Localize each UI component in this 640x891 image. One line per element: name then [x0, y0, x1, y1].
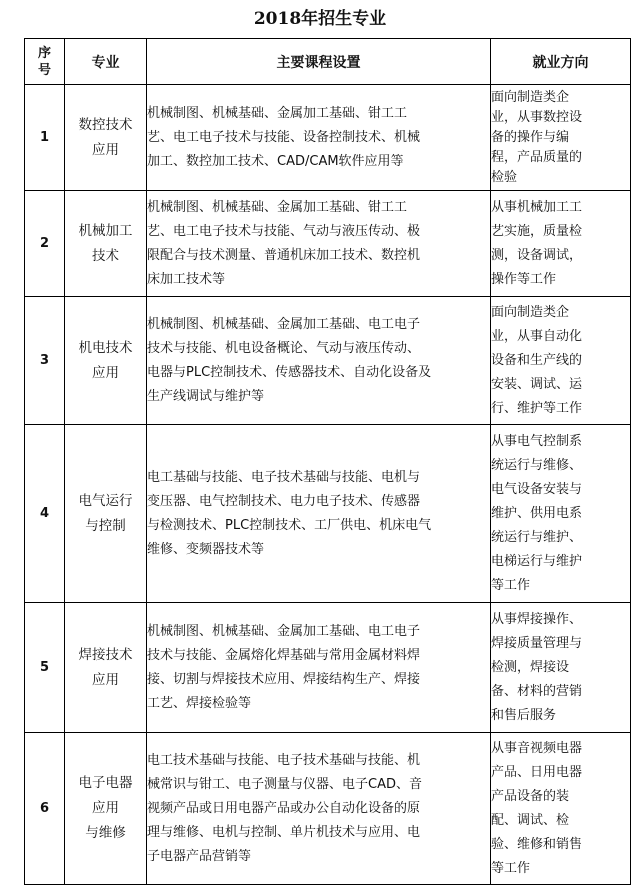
row-major: 数控技术 应用: [65, 85, 147, 191]
row-major: 电子电器 应用 与维修: [65, 733, 147, 885]
row-major: 机械加工 技术: [65, 191, 147, 297]
row-seq: 2: [25, 191, 65, 297]
majors-table: [24, 38, 631, 885]
row-career: 从事音视频电器 产品、日用电器 产品设备的装 配、调试、检 验、维修和销售 等工作: [491, 733, 631, 885]
row-major: 电气运行 与控制: [65, 425, 147, 603]
row-seq: 4: [25, 425, 65, 603]
table-row: [25, 733, 631, 885]
header-row: [25, 39, 631, 85]
table-row: [25, 85, 631, 191]
table-row: [25, 191, 631, 297]
header-seq: 序 号: [25, 39, 65, 85]
header-courses: 主要课程设置: [147, 39, 491, 85]
header-career: 就业方向: [491, 39, 631, 85]
table-row: [25, 425, 631, 603]
row-courses: 电工基础与技能、电子技术基础与技能、电机与 变压器、电气控制技术、电力电子技术、传感器 与检测技术、PLC控制技术、工厂供电、机床电气 维修、变频器技术等: [147, 425, 491, 603]
row-courses: 电工技术基础与技能、电子技术基础与技能、机 械常识与钳工、电子测量与仪器、电子CAD、音 视频产品或日用电器产品或办公自动化设备的原 理与维修、电机与控制、单片机技术与应用、电 子电器产品营销等: [147, 733, 491, 885]
table-row: [25, 603, 631, 733]
row-career: 从事焊接操作、 焊接质量管理与 检测，焊接设 备、材料的营销 和售后服务: [491, 603, 631, 733]
row-seq: 6: [25, 733, 65, 885]
row-seq: 5: [25, 603, 65, 733]
row-courses: 机械制图、机械基础、金属加工基础、钳工工 艺、电工电子技术与技能、气动与液压传动、极 限配合与技术测量、普通机床加工技术、数控机 床加工技术等: [147, 191, 491, 297]
row-seq: 1: [25, 85, 65, 191]
page-title: 2018年招生专业: [253, 9, 387, 29]
row-courses: 机械制图、机械基础、金属加工基础、电工电子 技术与技能、金属熔化焊基础与常用金属材料焊 接、切割与焊接技术应用、焊接结构生产、焊接 工艺、焊接检验等: [147, 603, 491, 733]
row-career: 从事电气控制系 统运行与维修、 电气设备安装与 维护、供用电系 统运行与维护、 电梯运行与维护 等工作: [491, 425, 631, 603]
header-major: 专业: [65, 39, 147, 85]
row-courses: 机械制图、机械基础、金属加工基础、电工电子 技术与技能、机电设备概论、气动与液压传动、 电器与PLC控制技术、传感器技术、自动化设备及 生产线调试与维护等: [147, 297, 491, 425]
row-courses: 机械制图、机械基础、金属加工基础、钳工工 艺、电工电子技术与技能、设备控制技术、机械 加工、数控加工技术、CAD/CAM软件应用等: [147, 85, 491, 191]
row-career: 面向制造类企 业，从事数控设 备的操作与编 程，产品质量的 检验: [491, 85, 631, 191]
row-career: 面向制造类企 业，从事自动化 设备和生产线的 安装、调试、运 行、维护等工作: [491, 297, 631, 425]
table-row: [25, 297, 631, 425]
row-career: 从事机械加工工 艺实施，质量检 测，设备调试， 操作等工作: [491, 191, 631, 297]
row-major: 机电技术 应用: [65, 297, 147, 425]
row-seq: 3: [25, 297, 65, 425]
row-major: 焊接技术 应用: [65, 603, 147, 733]
